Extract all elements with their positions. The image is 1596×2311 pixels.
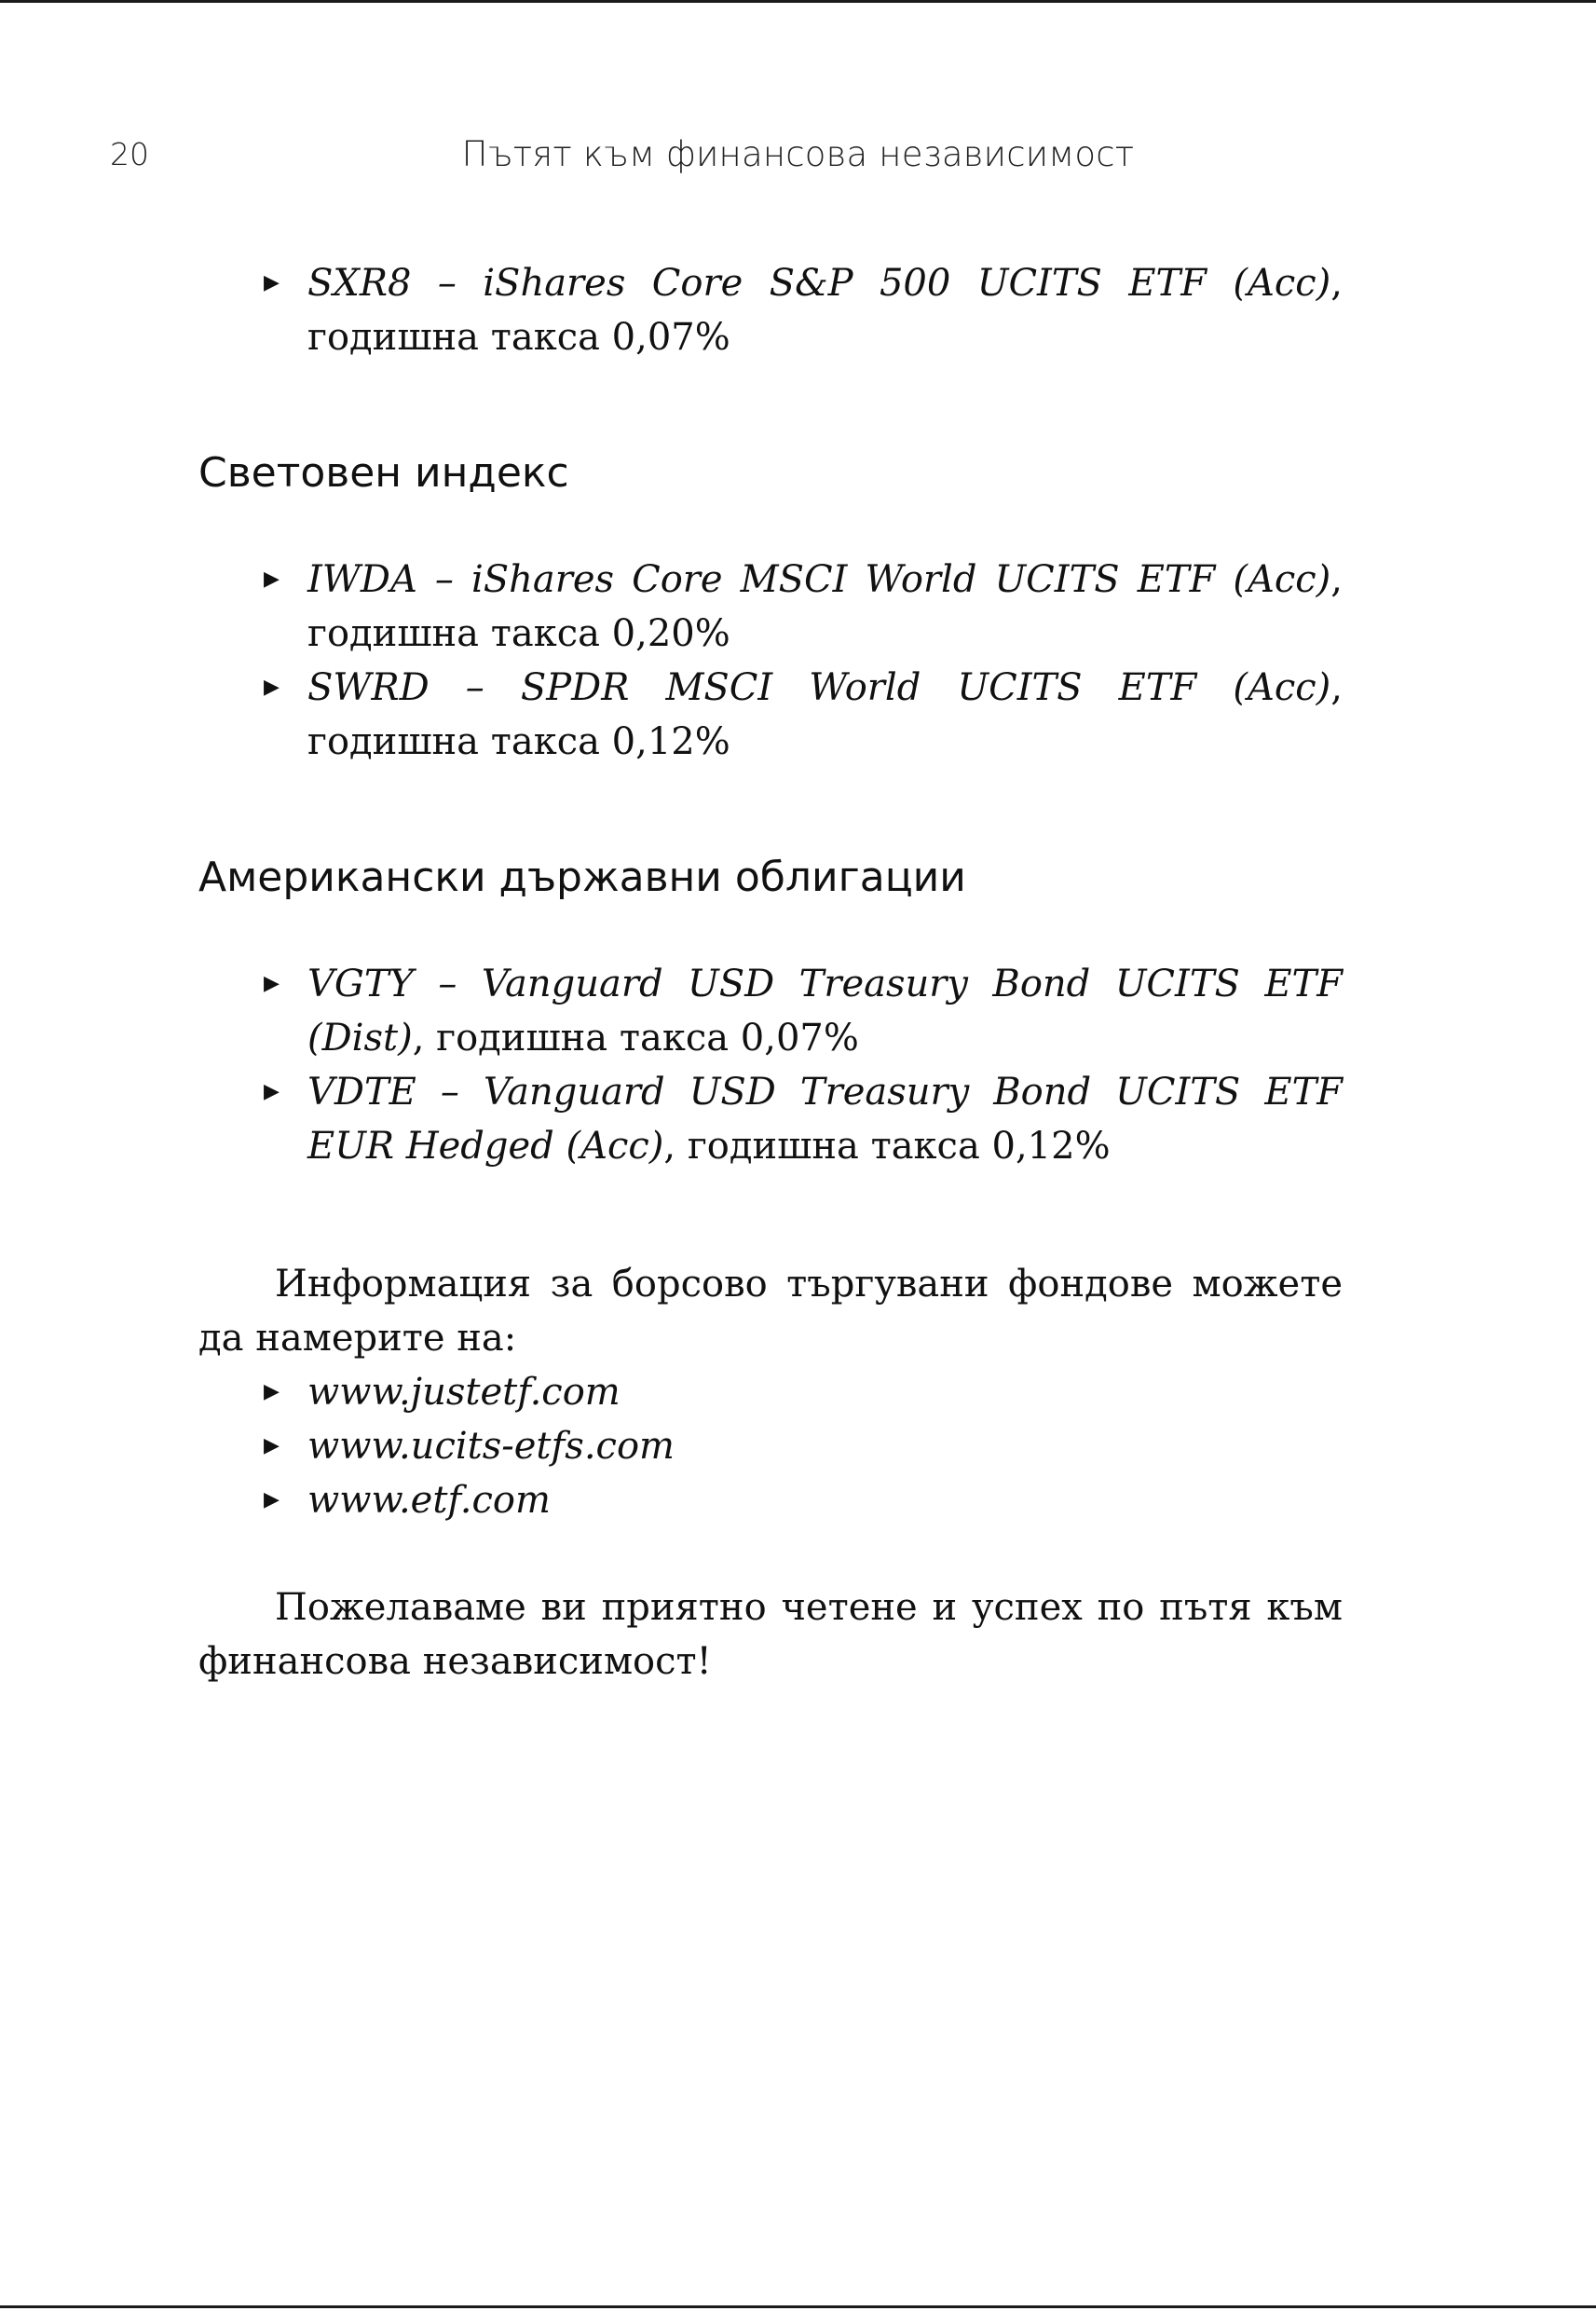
running-header [0,132,1596,179]
etf-fee-text: , годишна такса 0,07% [412,1017,859,1060]
triangle-right-icon: ▶ [264,1488,280,1511]
closing-paragraph: Пожелаваме ви приятно четене и успех по пътя към финансова независимост! [198,1586,1343,1683]
page-top-border [0,0,1596,3]
sp500-etf-list [198,256,1343,364]
etf-ticker-name: IWDA – iShares Core MSCI World UCITS ETF (Acc) [307,558,1331,601]
triangle-right-icon: ▶ [264,567,280,591]
etf-fee-text: , годишна такса 0,20% [307,558,1343,655]
world-index-etf-list [198,553,1343,769]
list-item [198,1419,1343,1473]
website-link[interactable]: www.ucits-etfs.com [307,1425,675,1468]
page-body [198,256,1343,1689]
etf-ticker-name: SXR8 – iShares Core S&P 500 UCITS ETF (Acc) [307,262,1331,305]
list-item [198,957,1343,1065]
etf-ticker-name: VGTY – Vanguard USD Treasury Bond UCITS ETF (Dist) [307,963,1343,1060]
triangle-right-icon: ▶ [264,676,280,699]
section-heading-world-index: Световен индекс [198,449,569,497]
list-item [198,553,1343,661]
section-heading-us-bonds: Американски държавни облигации [198,854,966,901]
page-number: 20 [110,136,149,172]
list-item [198,1065,1343,1173]
triangle-right-icon: ▶ [264,271,280,294]
etf-fee-text: , годишна такса 0,07% [307,262,1343,359]
website-link[interactable]: www.justetf.com [307,1371,621,1414]
running-title: Пътят към финансова независимост [461,134,1135,174]
etf-fee-text: , годишна такса 0,12% [307,666,1343,763]
list-item [198,256,1343,364]
triangle-right-icon: ▶ [264,1080,280,1103]
etf-ticker-name: VDTE – Vanguard USD Treasury Bond UCITS ETF EUR Hedged (Acc) [307,1071,1343,1168]
triangle-right-icon: ▶ [264,972,280,995]
page-bottom-border [0,2305,1596,2308]
list-item [198,661,1343,769]
triangle-right-icon: ▶ [264,1380,280,1403]
list-item [198,1365,1343,1419]
info-links-list [198,1365,1343,1527]
etf-ticker-name: SWRD – SPDR MSCI World UCITS ETF (Acc) [307,666,1331,709]
list-item [198,1473,1343,1527]
etf-fee-text: , годишна такса 0,12% [663,1125,1111,1168]
info-paragraph: Информация за борсово търгувани фондове можете да намерите на: [198,1263,1343,1360]
triangle-right-icon: ▶ [264,1434,280,1457]
us-bonds-etf-list [198,957,1343,1173]
website-link[interactable]: www.etf.com [307,1479,551,1522]
